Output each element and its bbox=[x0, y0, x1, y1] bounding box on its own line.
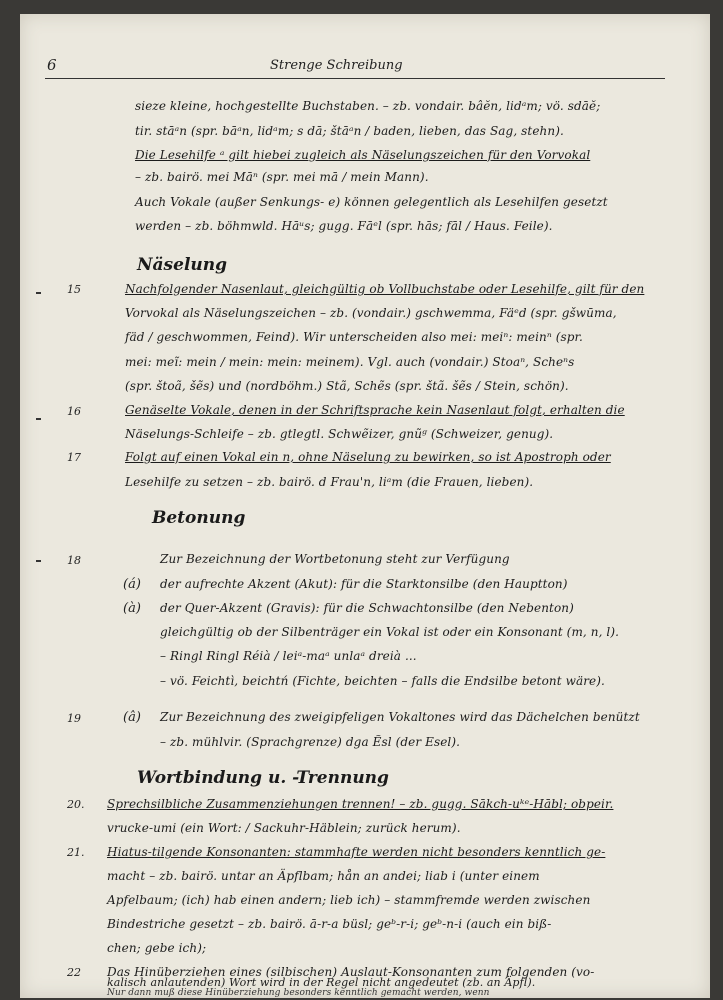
section-heading: Wortbindung u. -Trennung bbox=[137, 768, 389, 788]
paragraph-number: 22 bbox=[67, 966, 81, 979]
text-line: Vorvokal als Näselungszeichen – zb. (vondair.) gschwemma, Fäᵉd (spr. gšwūma, bbox=[125, 306, 617, 320]
text-line: fäd / geschwommen, Feind). Wir unterscheiden also mei: meiⁿ: meinⁿ (spr. bbox=[125, 330, 583, 344]
margin-tick bbox=[36, 418, 41, 420]
text-line: vrucke-umi (ein Wort: / Sackuhr-Häblein; zurück herum). bbox=[107, 821, 461, 835]
text-line: Nachfolgender Nasenlaut, gleichgültig ob Vollbuchstabe oder Lesehilfe, gilt für den bbox=[125, 282, 645, 296]
paragraph-number: 17 bbox=[67, 451, 81, 464]
text-line: Folgt auf einen Vokal ein n, ohne Näselung zu bewirken, so ist Apostroph oder bbox=[125, 450, 611, 464]
paragraph-number: 16 bbox=[67, 405, 81, 418]
paragraph-number: 15 bbox=[67, 283, 81, 296]
section-heading: Näselung bbox=[137, 255, 228, 275]
text-line: Lesehilfe zu setzen – zb. bairö. d Frau'n, liᵃm (die Frauen, lieben). bbox=[125, 475, 534, 489]
text-line: (spr. štoã, šẽs) und (nordböhm.) Stã, Schẽs (spr. štã. šẽs / Stein, schön). bbox=[125, 379, 569, 393]
text-line: Genäselte Vokale, denen in der Schriftsprache kein Nasenlaut folgt, erhalten die bbox=[125, 403, 625, 417]
text-line: Zur Bezeichnung der Wortbetonung steht zur Verfügung bbox=[160, 552, 510, 566]
header-rule bbox=[45, 78, 665, 79]
text-line: Auch Vokale (außer Senkungs- e) können gelegentlich als Lesehilfen gesetzt bbox=[135, 195, 608, 209]
page-number: 6 bbox=[47, 56, 57, 74]
page-header: Strenge Schreibung bbox=[270, 58, 403, 73]
margin-tick bbox=[36, 560, 41, 562]
text-line: sieze kleine, hochgestellte Buchstaben. – zb. vondair. bâĕn, lidᵃm; vö. sdāĕ; bbox=[135, 99, 601, 113]
text-line: mei: meĩ: mein / mein: mein: meinem). Vgl. auch (vondair.) Stoaⁿ, Scheⁿs bbox=[125, 355, 575, 369]
text-line: Sprechsilbliche Zusammenziehungen trennen! – zb. gugg. Sākch-uᵏᵉ-Hābl; obpeir. bbox=[107, 797, 614, 811]
text-line: – zb. mühlvir. (Sprachgrenze) dga Ẽsl (der Esel). bbox=[160, 735, 461, 749]
accent-marker: (â) bbox=[123, 710, 141, 725]
text-line: gleichgültig ob der Silbenträger ein Vokal ist oder ein Konsonant (m, n, l). bbox=[160, 625, 620, 639]
text-line: der aufrechte Akzent (Akut): für die Starktonsilbe (den Hauptton) bbox=[160, 577, 568, 591]
paragraph-number: 20. bbox=[67, 798, 85, 811]
text-line: – vö. Feichtì, beichtń (Fichte, beichten – falls die Endsilbe betont wäre). bbox=[160, 674, 605, 688]
paragraph-number: 19 bbox=[67, 712, 81, 725]
text-line: Das Hinüberziehen eines (silbischen) Auslaut-Konsonanten zum folgenden (vo- bbox=[107, 965, 595, 979]
text-line: – Ringl Ringl Réià / leiᵃ-maᵃ unlaᵃ dreià ... bbox=[160, 649, 417, 663]
accent-marker: (á) bbox=[123, 577, 141, 592]
text-line: Hiatus-tilgende Konsonanten: stammhafte werden nicht besonders kenntlich ge- bbox=[107, 845, 606, 859]
accent-marker: (à) bbox=[123, 601, 141, 616]
text-line: Nur dann muß diese Hinüberziehung besonders kenntlich gemacht werden, wenn bbox=[107, 988, 490, 998]
text-line: Die Lesehilfe ᵃ gilt hiebei zugleich als Näselungszeichen für den Vorvokal bbox=[135, 148, 591, 162]
paragraph-number: 18 bbox=[67, 554, 81, 567]
text-line: – zb. bairö. mei Māⁿ (spr. mei mā / mein Mann). bbox=[135, 170, 429, 184]
text-line: der Quer-Akzent (Gravis): für die Schwachtonsilbe (den Nebenton) bbox=[160, 601, 574, 615]
paragraph-number: 21. bbox=[67, 846, 85, 859]
section-heading: Betonung bbox=[152, 508, 246, 528]
text-line: chen; gebe ich); bbox=[107, 941, 207, 955]
text-line: tir. stāᵃn (spr. bāᵃn, lidᵃm; s dā; štāᵃn / baden, lieben, das Sag, stehn). bbox=[135, 124, 564, 138]
text-line: Näselungs-Schleife – zb. gtlegtl. Schwẽizer, gnũᵍ (Schweizer, genug). bbox=[125, 427, 554, 441]
margin-tick bbox=[36, 292, 41, 294]
text-line: Apfelbaum; (ich) hab einen andern; lieb ich) – stammfremde werden zwischen bbox=[107, 893, 591, 907]
text-line: werden – zb. böhmwld. Hāᵘs; gugg. Fāᵉl (spr. hās; fāl / Haus. Feile). bbox=[135, 219, 553, 233]
text-line: kalisch anlautenden) Wort wird in der Regel nicht angedeutet (zb. an Äpfl). bbox=[107, 976, 536, 989]
text-line: macht – zb. bairö. untar an Äpflbam; hån an andei; liab i (unter einem bbox=[107, 869, 540, 883]
text-line: Zur Bezeichnung des zweigipfeligen Vokaltones wird das Dächelchen benützt bbox=[160, 710, 640, 724]
text-line: Bindestriche gesetzt – zb. bairö. ā-r-a büsl; geᵇ-r-i; geᵇ-n-i (auch ein biß- bbox=[107, 917, 552, 931]
document-page bbox=[20, 14, 710, 998]
